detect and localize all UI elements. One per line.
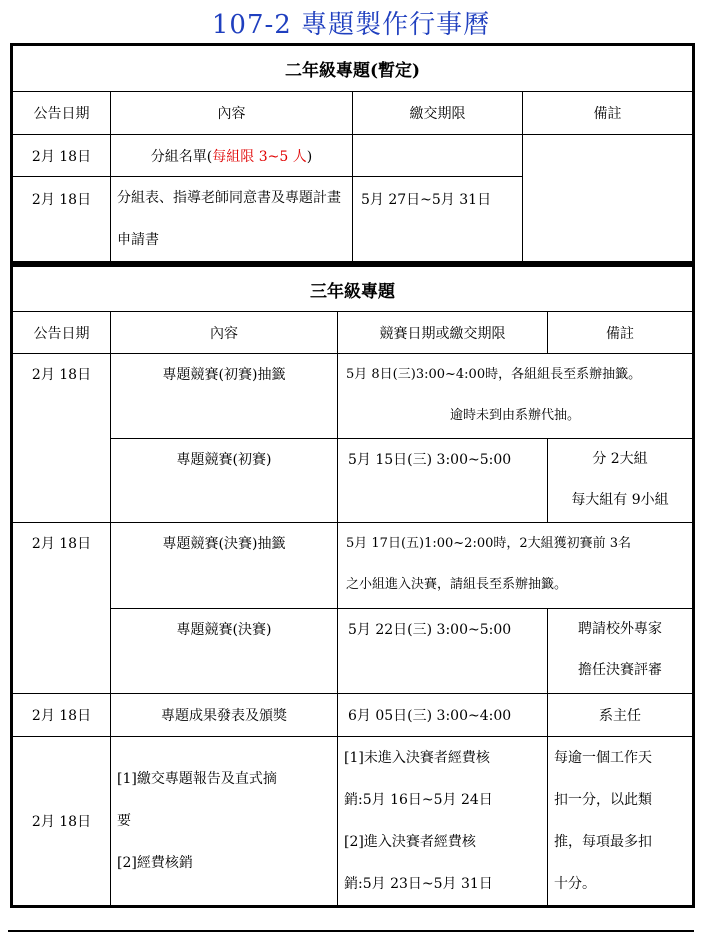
header-date: 公告日期 bbox=[12, 92, 111, 135]
row-note bbox=[548, 737, 694, 907]
schedule-line: 5月 17日(五)1:00~2:00時，2大組獲初賽前 3名 bbox=[346, 536, 632, 551]
row-content: 專題競賽(初賽)抽籤 bbox=[111, 354, 338, 439]
row-date: 2月 18日 bbox=[12, 737, 111, 907]
grade2-schedule-table bbox=[10, 43, 695, 264]
row-content bbox=[111, 737, 338, 907]
row-date: 2月 18日 bbox=[12, 177, 111, 263]
row-note bbox=[523, 135, 694, 263]
content-suffix: ) bbox=[306, 148, 313, 165]
row-content: 專題競賽(初賽) bbox=[111, 439, 338, 523]
row-schedule bbox=[338, 737, 548, 907]
row-note bbox=[548, 609, 694, 694]
note-line: 扣一分，以此類 bbox=[554, 792, 652, 808]
table-row bbox=[12, 694, 694, 737]
note-line: 分 2大組 bbox=[592, 451, 648, 467]
row-deadline bbox=[353, 135, 523, 177]
row-note bbox=[548, 439, 694, 523]
content-line: [2]經費核銷 bbox=[117, 855, 193, 871]
header-schedule: 競賽日期或繳交期限 bbox=[338, 312, 548, 354]
row-content: 專題競賽(決賽) bbox=[111, 609, 338, 694]
row-schedule bbox=[338, 523, 694, 609]
header-note: 備註 bbox=[548, 312, 694, 354]
header-content: 內容 bbox=[111, 92, 353, 135]
schedule-line: 銷:5月 23日~5月 31日 bbox=[344, 876, 493, 892]
note-line: 聘請校外專家 bbox=[578, 621, 662, 637]
row-content: 分組表、指導老師同意書及專題計畫申請書 bbox=[111, 177, 353, 263]
group-size-limit: 每組限 3~5 人 bbox=[212, 148, 307, 165]
row-schedule: 5月 22日(三) 3:00~5:00 bbox=[338, 609, 548, 694]
row-note: 系主任 bbox=[548, 694, 694, 737]
header-content: 內容 bbox=[111, 312, 338, 354]
table-row bbox=[12, 135, 694, 177]
note-line: 擔任決賽評審 bbox=[578, 662, 662, 678]
row-schedule: 6月 05日(三) 3:00~4:00 bbox=[338, 694, 548, 737]
row-schedule bbox=[338, 354, 694, 439]
schedule-line: 5月 8日(三)3:00~4:00時，各組組長至系辦抽籤。 bbox=[346, 367, 642, 382]
bottom-divider bbox=[8, 930, 694, 932]
header-date: 公告日期 bbox=[12, 312, 111, 354]
row-deadline: 5月 27日~5月 31日 bbox=[353, 177, 523, 263]
grade2-header-row bbox=[12, 92, 694, 135]
content-line: 要 bbox=[117, 813, 131, 829]
grade3-schedule-table bbox=[10, 264, 695, 908]
schedule-line: 銷:5月 16日~5月 24日 bbox=[344, 792, 493, 808]
table-row bbox=[12, 609, 694, 694]
grade3-section-title: 三年級專題 bbox=[12, 266, 694, 312]
row-content: 專題競賽(決賽)抽籤 bbox=[111, 523, 338, 609]
content-prefix: 分組名單( bbox=[150, 148, 213, 165]
grade2-section-title: 二年級專題(暫定) bbox=[12, 45, 694, 92]
schedule-line: 逾時未到由系辦代抽。 bbox=[449, 408, 580, 423]
page-title: 107-2 專題製作行事曆 bbox=[211, 10, 491, 40]
note-line: 每大組有 9小組 bbox=[571, 492, 669, 508]
row-date: 2月 18日 bbox=[12, 523, 111, 694]
row-content bbox=[111, 135, 353, 177]
note-line: 十分。 bbox=[554, 876, 596, 892]
table-row bbox=[12, 439, 694, 523]
schedule-line: 之小組進入決賽，請組長至系辦抽籤。 bbox=[346, 577, 568, 592]
table-row bbox=[12, 354, 694, 439]
schedule-line: [1]未進入決賽者經費核 bbox=[344, 750, 490, 766]
grade3-header-row bbox=[12, 312, 694, 354]
schedule-line: [2]進入決賽者經費核 bbox=[344, 834, 476, 850]
note-line: 每逾一個工作天 bbox=[554, 750, 652, 766]
row-schedule: 5月 15日(三) 3:00~5:00 bbox=[338, 439, 548, 523]
content-line: [1]繳交專題報告及直式摘 bbox=[117, 771, 277, 787]
row-date: 2月 18日 bbox=[12, 694, 111, 737]
table-row bbox=[12, 523, 694, 609]
header-note: 備註 bbox=[523, 92, 694, 135]
table-row bbox=[12, 737, 694, 907]
row-date: 2月 18日 bbox=[12, 354, 111, 523]
row-content: 專題成果發表及頒獎 bbox=[111, 694, 338, 737]
note-line: 推，每項最多扣 bbox=[554, 834, 652, 850]
header-deadline: 繳交期限 bbox=[353, 92, 523, 135]
row-date: 2月 18日 bbox=[12, 135, 111, 177]
